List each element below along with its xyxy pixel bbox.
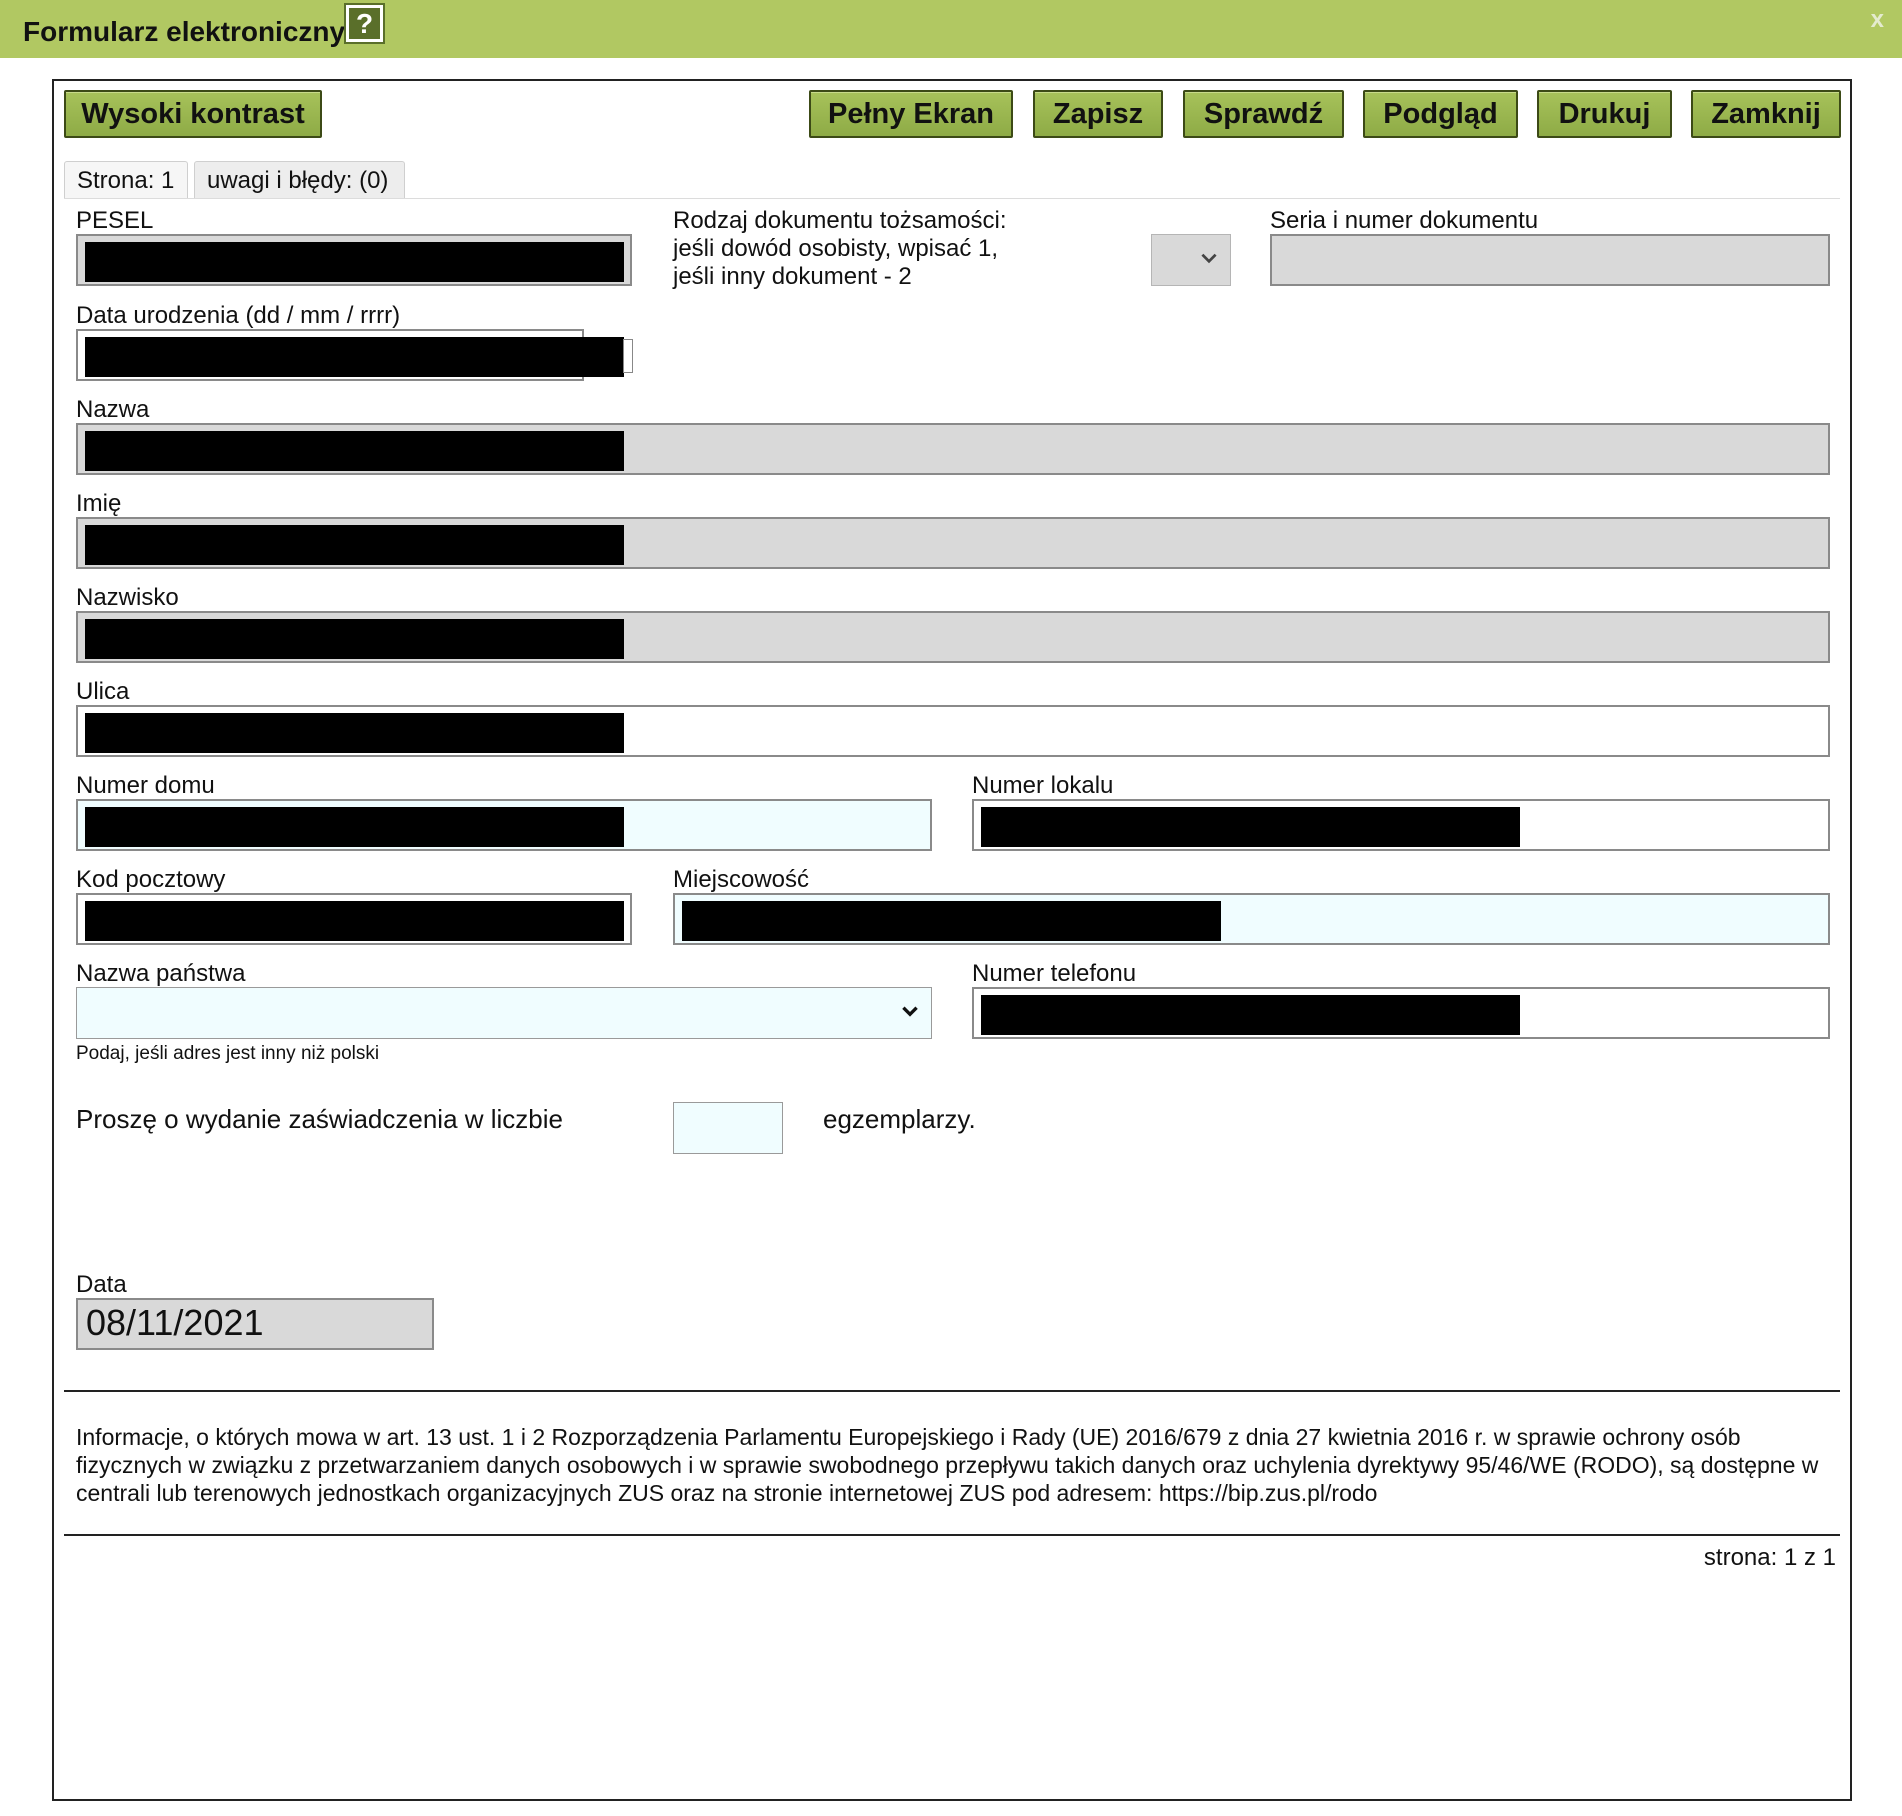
- redacted-value: [85, 525, 624, 565]
- surname-field[interactable]: [76, 611, 1830, 663]
- gdpr-info-text: Informacje, o których mowa w art. 13 ust. 1 i 2 Rozporządzenia Parlamentu Europejskiego i Rady (UE) 2016/679 z dnia 27 kwietnia 2016 r. w sprawie ochrony osób fizycznych w związku z przetwarzaniem danych osobowych i w sprawie swobodnego przepływu takich danych oraz uchylenia dyrektywy 95/46/WE (RODO), są dostępne w centrali lub terenowych jednostkach organizacyjnych ZUS oraz na stronie internetowej ZUS pod adresem: https://bip.zus.pl/rodo: [76, 1424, 1819, 1506]
- doc-type-label-line1: Rodzaj dokumentu tożsamości:: [673, 207, 1007, 234]
- redacted-value: [981, 807, 1520, 847]
- doc-number-label: Seria i numer dokumentu: [1270, 207, 1539, 234]
- close-button[interactable]: Zamknij: [1691, 90, 1841, 138]
- doc-type-label-line2: jeśli dowód osobisty, wpisać 1,: [673, 235, 999, 262]
- house-number-field[interactable]: [76, 799, 932, 851]
- name-field[interactable]: [76, 423, 1830, 475]
- redacted-value: [85, 807, 624, 847]
- postal-code-label: Kod pocztowy: [76, 866, 226, 893]
- birth-date-field[interactable]: [76, 329, 584, 381]
- city-label: Miejscowość: [673, 866, 810, 893]
- redacted-value: [682, 901, 1221, 941]
- redacted-value: [85, 431, 624, 471]
- divider: [64, 1390, 1840, 1392]
- tab-page[interactable]: Strona: 1: [64, 161, 188, 199]
- phone-field[interactable]: [972, 987, 1830, 1039]
- date-field[interactable]: 08/11/2021: [76, 1298, 434, 1350]
- check-button[interactable]: Sprawdź: [1183, 90, 1344, 138]
- first-name-label: Imię: [76, 490, 122, 517]
- print-button[interactable]: Drukuj: [1537, 90, 1672, 138]
- first-name-field[interactable]: [76, 517, 1830, 569]
- preview-button[interactable]: Podgląd: [1363, 90, 1518, 138]
- chevron-down-icon: [1198, 247, 1220, 269]
- street-label: Ulica: [76, 678, 130, 705]
- high-contrast-button[interactable]: Wysoki kontrast: [64, 90, 322, 138]
- copies-input[interactable]: [673, 1102, 783, 1154]
- calendar-icon[interactable]: [623, 339, 633, 373]
- name-label: Nazwa: [76, 396, 150, 423]
- city-field[interactable]: [673, 893, 1830, 945]
- redacted-value: [85, 901, 624, 941]
- copies-suffix: egzemplarzy.: [823, 1104, 976, 1134]
- birth-date-label: Data urodzenia (dd / mm / rrrr): [76, 302, 401, 329]
- pagination: strona: 1 z 1: [1703, 1544, 1836, 1571]
- street-field[interactable]: [76, 705, 1830, 757]
- country-hint: Podaj, jeśli adres jest inny niż polski: [76, 1043, 380, 1064]
- form-frame: [52, 79, 1852, 1801]
- doc-number-field[interactable]: [1270, 234, 1830, 286]
- flat-number-field[interactable]: [972, 799, 1830, 851]
- fullscreen-button[interactable]: Pełny Ekran: [809, 90, 1013, 138]
- pesel-label: PESEL: [76, 207, 154, 234]
- redacted-value: [85, 713, 624, 753]
- surname-label: Nazwisko: [76, 584, 179, 611]
- postal-code-field[interactable]: [76, 893, 632, 945]
- divider: [64, 1534, 1840, 1536]
- doc-type-select[interactable]: [1151, 234, 1231, 286]
- flat-number-label: Numer lokalu: [972, 772, 1114, 799]
- redacted-value: [85, 619, 624, 659]
- copies-label: Proszę o wydanie zaświadczenia w liczbie: [76, 1104, 564, 1134]
- date-label: Data: [76, 1271, 127, 1298]
- close-icon[interactable]: x: [1870, 6, 1884, 33]
- phone-label: Numer telefonu: [972, 960, 1137, 987]
- save-button[interactable]: Zapisz: [1033, 90, 1163, 138]
- help-icon[interactable]: ?: [346, 5, 383, 42]
- doc-type-label-line3: jeśli inny dokument - 2: [673, 263, 912, 290]
- house-number-label: Numer domu: [76, 772, 215, 799]
- window-titlebar: [0, 0, 1902, 58]
- tab-divider: [64, 198, 1840, 199]
- chevron-down-icon: [899, 1000, 921, 1022]
- tab-notes-errors[interactable]: uwagi i błędy: (0): [194, 161, 405, 199]
- pesel-field[interactable]: [76, 234, 632, 286]
- country-label: Nazwa państwa: [76, 960, 246, 987]
- window-title: Formularz elektroniczny: [23, 16, 346, 47]
- redacted-value: [85, 242, 624, 282]
- redacted-value: [981, 995, 1520, 1035]
- country-select[interactable]: [76, 987, 932, 1039]
- redacted-value: [85, 337, 624, 377]
